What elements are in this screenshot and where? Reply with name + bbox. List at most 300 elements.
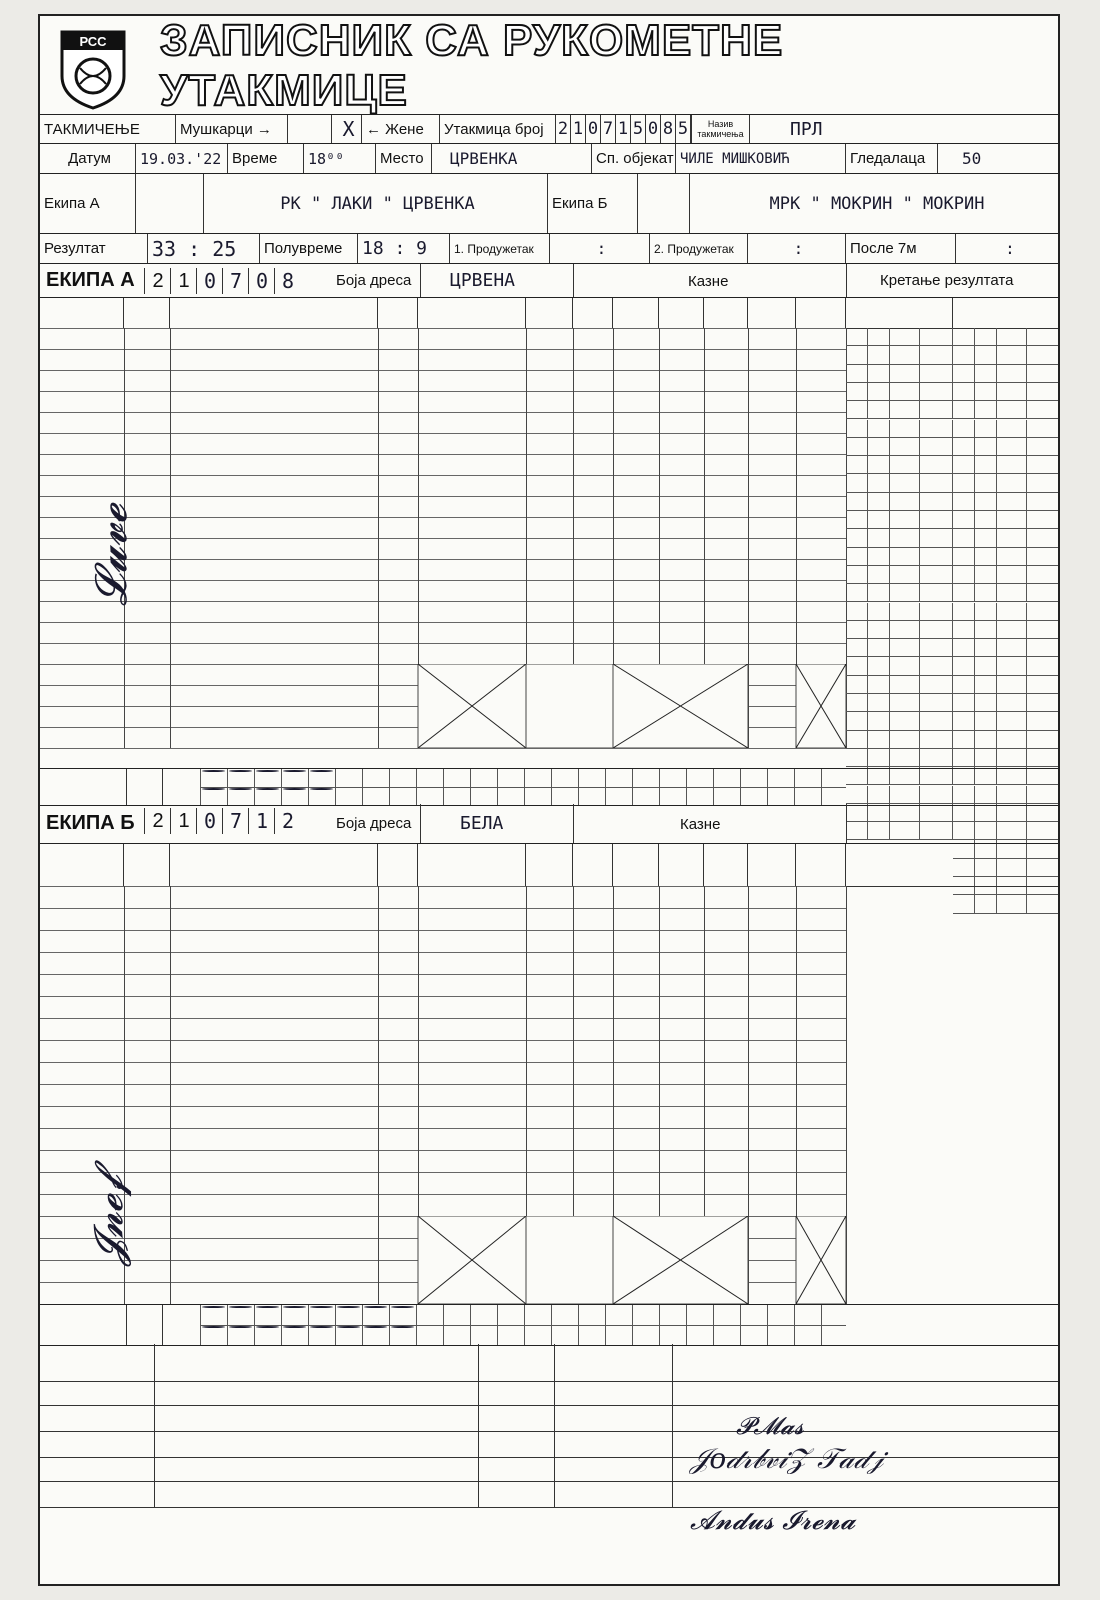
sep [794, 1305, 795, 1345]
progress-cell [1027, 749, 1060, 767]
progress-cell [1027, 529, 1060, 547]
sep [308, 1305, 309, 1345]
team-b-header: ЕКИПА Б [46, 812, 135, 834]
progress-cell [1027, 511, 1060, 529]
progress-cell [953, 511, 975, 529]
row-line [40, 475, 846, 476]
progress-cell [920, 474, 953, 492]
progress-cell [975, 566, 997, 584]
official-row [40, 1432, 1060, 1458]
row-line [40, 974, 846, 975]
row-line [40, 370, 846, 371]
progress-cell [890, 657, 920, 675]
after7m-label: После 7м [850, 240, 917, 257]
rss-logo [58, 28, 128, 110]
progress-cell [997, 474, 1027, 492]
progress-cell [1027, 566, 1060, 584]
progress-cell [890, 456, 920, 474]
progress-cell [846, 566, 868, 584]
progress-cell [953, 639, 975, 657]
progress-cell [997, 621, 1027, 639]
progress-cell [920, 657, 953, 675]
progress-cell [953, 456, 975, 474]
sum-header [526, 844, 573, 886]
sep [578, 1305, 579, 1345]
progress-cell [1027, 548, 1060, 566]
ot2-label: 2. Продужетак [654, 241, 734, 256]
progress-cell [868, 420, 890, 438]
sep [821, 769, 822, 805]
cross-out-boxes [40, 664, 846, 748]
competition-row [40, 114, 1058, 144]
sep [154, 1482, 155, 1508]
progress-cell [846, 712, 868, 730]
row-line [40, 996, 846, 997]
sep [554, 1344, 555, 1382]
sep [713, 1305, 714, 1345]
team-b-bar [40, 804, 1058, 844]
after7m-value: : [1005, 239, 1015, 258]
place-label: Место [380, 150, 424, 167]
sep [227, 769, 228, 805]
progress-cell [868, 584, 890, 602]
team-a-penalties-label: Казне [688, 273, 729, 290]
second-half-label [953, 298, 1060, 328]
match-digit: 2 [556, 115, 571, 143]
two-min-header [659, 844, 704, 886]
sep [578, 769, 579, 805]
code-digit: 2 [144, 268, 171, 294]
progress-cell [920, 420, 953, 438]
row-line [40, 1062, 846, 1063]
progress-cell [975, 621, 997, 639]
row-line [40, 1084, 846, 1085]
sep [632, 769, 633, 805]
progress-cell [890, 731, 920, 749]
progress-cell [890, 584, 920, 602]
seven-m-player [229, 788, 252, 790]
team-a-jersey: ЦРВЕНА [450, 270, 516, 291]
sep [659, 769, 660, 805]
progress-cell [997, 657, 1027, 675]
match-digit: 0 [586, 115, 601, 143]
sep [162, 1305, 163, 1345]
row-line [40, 454, 846, 455]
progress-cell [953, 676, 975, 694]
sep [554, 1432, 555, 1458]
progress-cell [846, 657, 868, 675]
progress-cell [920, 639, 953, 657]
progress-cell [890, 383, 920, 401]
code-digit: 0 [196, 808, 223, 834]
progress-cell [920, 621, 953, 639]
sep [470, 1305, 471, 1345]
row-line [40, 1040, 846, 1041]
progress-cell [868, 603, 890, 621]
two-min-header [659, 298, 704, 328]
halftime-value: 18 : 9 [362, 238, 428, 259]
match-digit: 5 [631, 115, 646, 143]
sep [524, 769, 525, 805]
seven-m-player [229, 1326, 252, 1328]
row-line [40, 559, 846, 560]
men-label: Мушкарци → [180, 120, 272, 138]
progress-cell [920, 603, 953, 621]
progress-cell [1027, 383, 1060, 401]
result-label: Резултат [44, 240, 106, 257]
progress-cell [846, 621, 868, 639]
signature-rep-a: 𝓛𝓾𝓿𝓮 [86, 503, 137, 606]
license-header [124, 298, 170, 328]
progress-cell [868, 548, 890, 566]
sep [443, 1305, 444, 1345]
progress-cell [920, 548, 953, 566]
progress-cell [920, 401, 953, 419]
progress-cell [868, 694, 890, 712]
progress-cell [846, 694, 868, 712]
competition-name-label: Назив такмичења [697, 119, 744, 139]
progress-cell [975, 548, 997, 566]
progress-cell [920, 749, 953, 767]
progress-cell [953, 365, 975, 383]
sep [478, 1406, 479, 1432]
date-row [40, 144, 1058, 174]
women-label: ← Жене [366, 120, 424, 138]
seven-m-minute [202, 1306, 225, 1308]
halftime-label: Полувреме [264, 240, 343, 257]
progress-cell [868, 621, 890, 639]
first-half-label [846, 298, 953, 328]
sep [126, 1305, 127, 1345]
warning-header [573, 844, 613, 886]
progress-cell [953, 621, 975, 639]
seven-m-player [283, 788, 306, 790]
seven-m-player [256, 1326, 279, 1328]
progress-cell [868, 493, 890, 511]
row-line [40, 496, 846, 497]
progress-cell [920, 511, 953, 529]
sep [478, 1458, 479, 1482]
competition-name: ПРЛ [790, 118, 823, 140]
progress-cell [997, 694, 1027, 712]
progress-cell [868, 712, 890, 730]
progress-cell [868, 383, 890, 401]
progress-cell [1027, 603, 1060, 621]
progress-cell [953, 712, 975, 730]
sep [686, 1305, 687, 1345]
progress-cell [890, 603, 920, 621]
code-digit: 1 [170, 268, 197, 294]
sep [497, 769, 498, 805]
competition-label: ТАКМИЧЕЊЕ [44, 120, 140, 138]
progress-cell [868, 474, 890, 492]
seven-m-player [202, 1326, 225, 1328]
sep [551, 1305, 552, 1345]
progress-cell [953, 401, 975, 419]
sep [794, 769, 795, 805]
progress-cell [890, 493, 920, 511]
sep [605, 1305, 606, 1345]
number-header [378, 844, 418, 886]
official-row [40, 1406, 1060, 1432]
progress-cell [997, 584, 1027, 602]
seven-m-minute [364, 1306, 387, 1308]
progress-cell [1027, 438, 1060, 456]
progress-cell [953, 493, 975, 511]
license-header [124, 844, 170, 886]
progress-cell [975, 383, 997, 401]
match-digit: 7 [601, 115, 616, 143]
sep [497, 1305, 498, 1345]
progress-cell [868, 456, 890, 474]
place-value: ЦРВЕНКА [450, 149, 518, 168]
sep [254, 1305, 255, 1345]
progress-cell [975, 456, 997, 474]
progress-cell [975, 603, 997, 621]
progress-cell [920, 346, 953, 364]
row-line [40, 1018, 846, 1019]
progress-col-header [953, 328, 975, 346]
sep [389, 769, 390, 805]
code-digit: 7 [222, 808, 249, 834]
progress-cell [868, 749, 890, 767]
seven-m-minute [202, 770, 225, 772]
sep [672, 1458, 673, 1482]
result-value: 33 : 25 [152, 236, 237, 261]
progress-cell [975, 676, 997, 694]
sum-header [526, 298, 573, 328]
sep [478, 1482, 479, 1508]
progress-cell [920, 584, 953, 602]
goal-header [418, 298, 526, 328]
seven-m-minute [256, 1306, 279, 1308]
venue-value: ЧИЛЕ МИШКОВИЋ [680, 150, 790, 167]
progress-cell [975, 749, 997, 767]
sep [672, 1382, 673, 1406]
row-line [40, 517, 846, 518]
progress-cell [1027, 346, 1060, 364]
row-line [40, 349, 846, 350]
code-digit: 8 [274, 268, 301, 294]
progress-cell [975, 529, 997, 547]
ot1-label: 1. Продужетак [454, 241, 534, 256]
spectators-value: 50 [962, 149, 982, 168]
team-a-grid [40, 298, 1058, 768]
code-digit: 7 [222, 268, 249, 294]
team-a-bar [40, 264, 1058, 298]
progress-cell [1027, 456, 1060, 474]
progress-cell [953, 566, 975, 584]
time-value: 18⁰⁰ [308, 149, 345, 168]
sep [162, 769, 163, 805]
progress-cell [975, 694, 997, 712]
progress-cell [846, 401, 868, 419]
progress-cell [1027, 401, 1060, 419]
code-digit: 1 [248, 808, 275, 834]
goal-header [418, 844, 526, 886]
teams-row [40, 174, 1058, 234]
progress-cell [920, 731, 953, 749]
progress-cell [997, 676, 1027, 694]
progress-cell [997, 548, 1027, 566]
team-b-7m-row [40, 1304, 1058, 1346]
sep [154, 1458, 155, 1482]
progress-cell [920, 694, 953, 712]
progress-cell [868, 365, 890, 383]
sep [605, 769, 606, 805]
sep [554, 1406, 555, 1432]
code-digit: 2 [274, 808, 301, 834]
progress-cell [846, 456, 868, 474]
progress-cell [846, 365, 868, 383]
cross-out-boxes [40, 1216, 846, 1304]
disq-header [748, 844, 796, 886]
match-digit: 1 [571, 115, 586, 143]
row-line [40, 538, 846, 539]
progress-col-header [868, 328, 890, 346]
progress-cell [997, 603, 1027, 621]
sep [821, 1305, 822, 1345]
two-min-header [613, 298, 659, 328]
team-b-jersey: БЕЛА [460, 813, 504, 834]
progress-cell [953, 529, 975, 547]
progress-cell [997, 639, 1027, 657]
row-line [40, 328, 846, 329]
progress-cell [997, 749, 1027, 767]
progress-cell [975, 474, 997, 492]
name-header [170, 844, 378, 886]
progress-cell [846, 511, 868, 529]
row-line [40, 412, 846, 413]
progress-cell [975, 731, 997, 749]
official-row [40, 1458, 1060, 1482]
result-row [40, 234, 1058, 264]
progress-cell [953, 383, 975, 401]
progress-cell [975, 346, 997, 364]
signature-rep-b: 𝓙𝓷𝓮𝓯 [86, 1174, 132, 1266]
sep [126, 769, 127, 805]
progress-cell [846, 383, 868, 401]
progress-cell [890, 401, 920, 419]
progress-cell [868, 676, 890, 694]
progress-cell [997, 456, 1027, 474]
progress-cell [920, 712, 953, 730]
match-digit: 1 [616, 115, 631, 143]
progress-cell [975, 438, 997, 456]
progress-cell [846, 474, 868, 492]
progress-cell [953, 749, 975, 767]
progress-cell [868, 529, 890, 547]
team-a-name: РК " ЛАКИ " ЦРВЕНКА [280, 193, 475, 214]
name-header [170, 298, 378, 328]
progress-cell [1027, 584, 1060, 602]
sep [767, 769, 768, 805]
progress-cell [868, 346, 890, 364]
sep [632, 1305, 633, 1345]
grid-header [40, 298, 1060, 329]
match-digit: 5 [676, 115, 691, 143]
seven-m-player [283, 1326, 306, 1328]
sep [554, 1382, 555, 1406]
progress-cell [890, 346, 920, 364]
progress-cell [953, 657, 975, 675]
sep [362, 1305, 363, 1345]
sep [767, 1305, 768, 1345]
progress-cell [997, 420, 1027, 438]
sep [308, 769, 309, 805]
progress-cell [1027, 474, 1060, 492]
sep [686, 769, 687, 805]
sep [443, 769, 444, 805]
team-b-grid [40, 844, 1058, 1304]
progress-cell [920, 365, 953, 383]
progress-cell [890, 712, 920, 730]
col-line [846, 886, 847, 1304]
progress-cell [1027, 731, 1060, 749]
progress-cell [920, 383, 953, 401]
team-penalty-header [796, 844, 846, 886]
signature-2: 𝒥𝑜𝒹𝓇𝒷𝓋𝒾𝒵 𝒯𝒶𝒹𝒿 [690, 1442, 884, 1475]
progress-cell [1027, 712, 1060, 730]
seven-m-player [337, 1326, 360, 1328]
progress-cell [997, 731, 1027, 749]
match-no-label: Утакмица број [444, 120, 544, 138]
progress-cell [920, 566, 953, 584]
progress-cell [1027, 420, 1060, 438]
row-line [40, 1194, 846, 1195]
team-a-label: Екипа А [44, 195, 100, 212]
progress-cell [1027, 639, 1060, 657]
progress-cell [890, 548, 920, 566]
sep [672, 1432, 673, 1458]
progress-cell [1027, 676, 1060, 694]
progress-cell [868, 639, 890, 657]
progress-cell [846, 749, 868, 767]
officials-footer [40, 1344, 1058, 1586]
row-line [40, 952, 846, 953]
sep [335, 1305, 336, 1345]
sep [281, 1305, 282, 1345]
progress-cell [975, 401, 997, 419]
official-row [40, 1382, 1060, 1406]
progress-cell [997, 383, 1027, 401]
seven-m-minute [391, 1306, 414, 1308]
code-digit: 2 [144, 808, 171, 834]
sep [200, 1305, 201, 1345]
sep [551, 769, 552, 805]
match-digit: 8 [661, 115, 676, 143]
scoresheet [38, 14, 1060, 1586]
progress-col-header [1027, 328, 1060, 346]
seven-m-minute [310, 1306, 333, 1308]
progress-cell [868, 401, 890, 419]
progress-cell [953, 474, 975, 492]
sep [154, 1432, 155, 1458]
progress-cell [953, 731, 975, 749]
seven-m-minute [283, 1306, 306, 1308]
sep [659, 1305, 660, 1345]
grid-body [40, 886, 1060, 1304]
progress-cell [975, 639, 997, 657]
row-line [40, 1106, 846, 1107]
progress-cell [920, 438, 953, 456]
sep [740, 769, 741, 805]
progress-cell [975, 712, 997, 730]
progress-cell [975, 657, 997, 675]
progress-cell [890, 694, 920, 712]
row-line [40, 622, 846, 623]
progress-col-header [846, 328, 868, 346]
